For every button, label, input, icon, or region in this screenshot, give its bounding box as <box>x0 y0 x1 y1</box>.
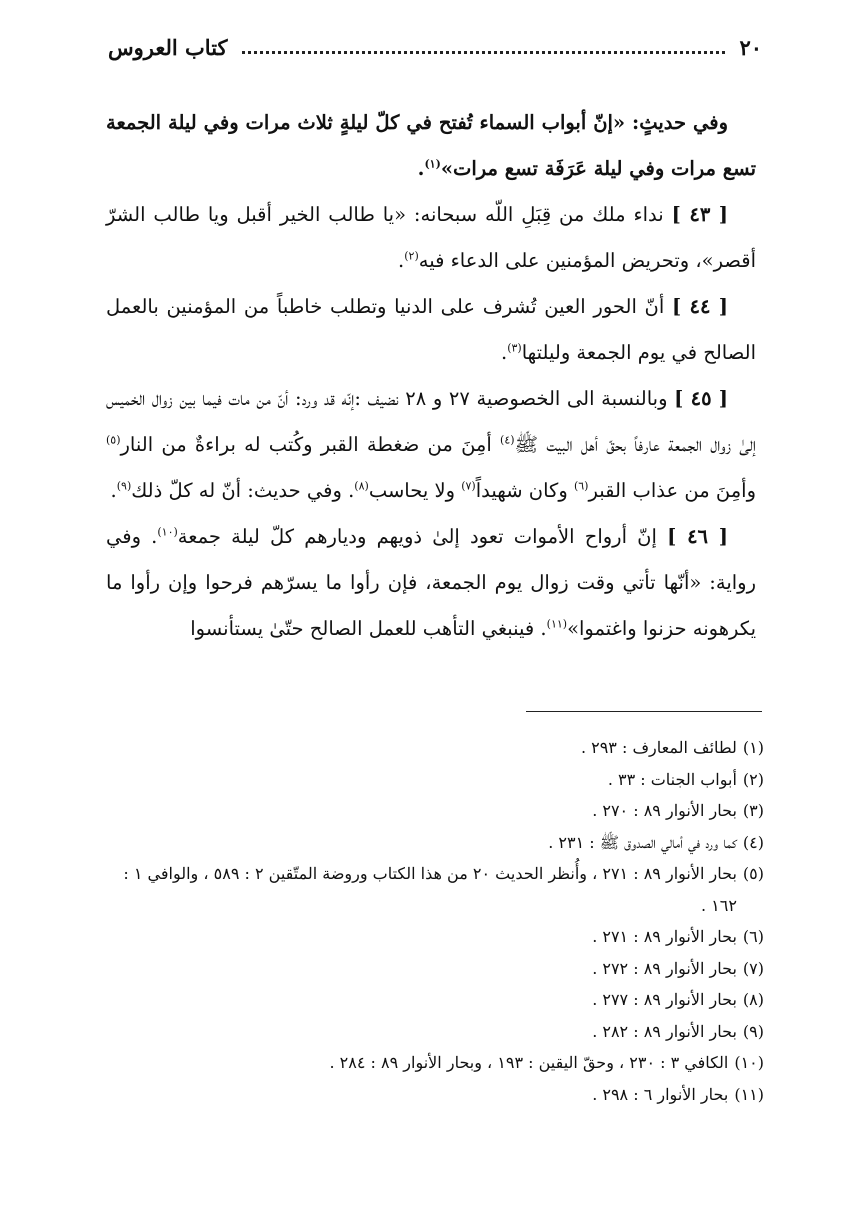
footnote <box>100 921 764 953</box>
footnote <box>100 858 764 921</box>
footnote-number: (٦) <box>742 927 764 946</box>
footnote-number: (٧) <box>742 958 764 978</box>
footnote-text: أبواب الجنات : ٣٣ . <box>607 769 737 789</box>
footnote-ref: (٥) <box>106 433 121 447</box>
footnote-text: بحار الأنوار ٨٩ : ٢٨٢ . <box>592 1021 737 1041</box>
footnote-ref: (٢) <box>404 249 419 263</box>
footnote <box>100 1016 764 1048</box>
paragraph-number: [ ٤٣ ] <box>671 203 729 226</box>
footnote-number: (٩) <box>742 1021 764 1041</box>
footnote-number: (١٠) <box>734 1053 764 1072</box>
footnote-ref: (٧) <box>461 479 476 493</box>
footnotes <box>100 732 764 1110</box>
footnote-ref: (٩) <box>116 479 132 493</box>
footnote-text: بحار الأنوار ٨٩ : ٢٧٢ . <box>592 958 737 978</box>
paragraph-46: [ ٤٦ ] إنّ أرواح الأموات تعود إلىٰ ذويهم وديارهم كلّ ليلة جمعة$^{(١٠)}$. وفي رواية: «أنّها تأتي وقت زوال يوم الجمعة، فإن رأوا ما يسرّهم فرحوا وإن رأوا ما يكرهونه حزنوا واغتموا»$^{(١١)}$. فينبغي التأهب للعمل الصالح حتّىٰ يستأنسوا <box>106 525 756 640</box>
footnote-ref: (١٠) <box>157 525 178 539</box>
running-header <box>108 30 762 64</box>
footnote-ref: (١١) <box>546 617 568 631</box>
footnote <box>100 764 764 796</box>
footnote-ref: (٤) <box>500 433 515 447</box>
footnote-separator <box>526 711 762 712</box>
footnote-ref: (٨) <box>354 479 369 493</box>
footnote-ref: (١) <box>424 157 441 171</box>
footnote-number: (١١) <box>734 1084 764 1104</box>
footnote-number: (٣) <box>742 801 764 820</box>
main-text <box>106 100 756 652</box>
footnote-text: بحار الأنوار ٦ : ٢٩٨ . <box>592 1084 729 1104</box>
footnote-ref: (٣) <box>507 341 522 355</box>
footnote-number: (٨) <box>742 990 764 1009</box>
footnote <box>100 1047 764 1079</box>
footnote-text: لطائف المعارف : ٢٩٣ . <box>580 738 737 757</box>
header-leader-dots <box>242 51 726 54</box>
footnote-number: (١) <box>742 738 764 757</box>
footnote <box>100 1079 764 1111</box>
paragraph-number: [ ٤٥ ] <box>674 387 728 410</box>
footnote-text: بحار الأنوار ٨٩ : ٢٧١ . <box>592 927 737 946</box>
book-title: كتاب العروس <box>108 34 228 60</box>
footnote-text: بحار الأنوار ٨٩ : ٢٧٠ . <box>592 801 737 820</box>
footnote-number: (٥) <box>742 864 764 883</box>
footnote-text: بحار الأنوار ٨٩ : ٢٧٧ . <box>592 990 737 1009</box>
footnote <box>100 984 764 1016</box>
footnote <box>100 953 764 985</box>
paragraph-number: [ ٤٤ ] <box>672 295 729 318</box>
footnote-text: الكافي ٣ : ٢٣٠ ، وحقّ اليقين : ١٩٣ ، وبحار الأنوار ٨٩ : ٢٨٤ . <box>329 1053 729 1072</box>
paragraph-44: [ ٤٤ ] أنّ الحور العين تُشرف على الدنيا وتطلب خاطباً من المؤمنين بالعمل الصالح في يوم الجمعة وليلتها$^{(٣)}$. <box>106 295 756 364</box>
paragraph-43: [ ٤٣ ] نداء ملك من قِبَلِ اللّه سبحانه: «يا طالب الخير أقبل ويا طالب الشرّ أقصر»، وتحريض المؤمنين على الدعاء فيه$^{(٢)}$. <box>106 203 756 272</box>
footnote-text: كما ورد في أمالي الصدوق ﷺ : ٢٣١ . <box>548 832 737 852</box>
footnote-number: (٤) <box>742 832 764 852</box>
footnote <box>100 732 764 764</box>
paragraph-number: [ ٤٦ ] <box>667 525 728 548</box>
footnote-text: بحار الأنوار ٨٩ : ٢٧١ ، وأُنظر الحديث ٢٠ من هذا الكتاب وروضة المتّقين ٢ : ٥٨٩ ، والوافي ١ : ١٦٢ . <box>123 864 737 915</box>
page-number: ٢٠ <box>739 34 762 60</box>
footnote <box>100 827 764 859</box>
paragraph-45: [ ٤٥ ] وبالنسبة الى الخصوصية ٢٧ و ٢٨ نضيف :إنّه قد ورد: أنّ من مات فيما بين زوال الخميس إلىٰ زوال الجمعة عارفاً بحقّ أهل البيت ﷺ$^{(٤)}$ أمِنَ من ضغطة القبر وكُتب له براءةٌ من النار$^{(٥)}$ وأمِنَ من عذاب القبر$^{(٦)}$ وكان شهيداً$^{(٧)}$ ولا يحاسب$^{(٨)}$. وفي حديث: أنّ له كلّ ذلك$^{(٩)}$. <box>106 387 756 502</box>
paragraph-hadith-heavens: وفي حديثٍ: «إنّ أبواب السماء تُفتح في كلّ ليلةٍ ثلاث مرات وفي ليلة الجمعة تسع مرات وفي ليلة عَرَفَة تسع مرات»$^{(١)}$. <box>106 111 756 180</box>
footnote <box>100 795 764 827</box>
footnote-ref: (٦) <box>573 479 589 493</box>
footnote-number: (٢) <box>742 769 764 789</box>
